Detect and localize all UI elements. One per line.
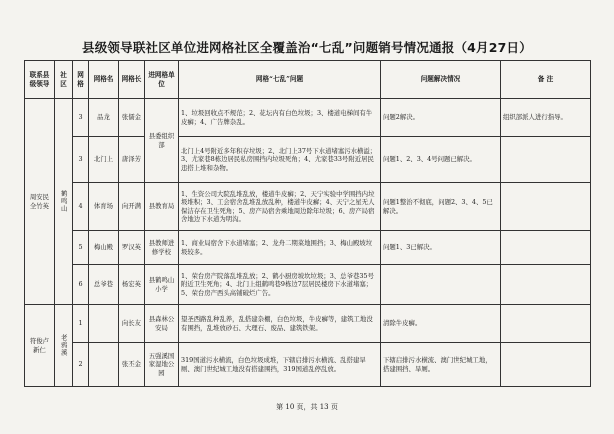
grid-no: 4 — [73, 183, 89, 231]
grid-chief: 罗汉英 — [119, 231, 145, 265]
problem-cell: 1、商业局宿舍下水道堵塞；2、龙舟二期菜地围挡；3、梅山殿坡垃圾较多。 — [179, 231, 381, 265]
community-cell: 老鸦溪 — [55, 305, 73, 387]
unit-cell: 县教育局 — [145, 183, 179, 231]
community-cell: 鹤鸣山 — [55, 99, 73, 305]
solution-cell: 问题1、2、3、4号问题已解决。 — [381, 137, 501, 183]
grid-no: 2 — [73, 343, 89, 387]
unit-cell: 县鹤鸣山小学 — [145, 265, 179, 305]
table-row — [25, 265, 591, 305]
grid-no: 3 — [73, 137, 89, 183]
remark-cell — [501, 231, 591, 265]
header-grid: 网格 — [73, 61, 89, 99]
header-grid-chief: 网格长 — [119, 61, 145, 99]
header-community: 社区 — [55, 61, 73, 99]
table-row — [25, 183, 591, 231]
problem-cell: 1、生资公司大院乱堆乱放，楼道牛皮癣；2、天宁实验中学围挡内垃圾堆积；3、工会宿舍乱堆乱放乱种，楼道牛皮癣；4、天宁之星无人保洁存在卫生死角；5、房产局宿舍乘地周边除年垃圾；6、房产局宿舍地边下水道为明沟。 — [179, 183, 381, 231]
grid-name: 总爷巷 — [89, 265, 119, 305]
solution-cell: 问题1整治不彻底，问题2、3、4、5已解决。 — [381, 183, 501, 231]
solution-cell — [381, 265, 501, 305]
problem-cell: 望圣西路乱种乱养，乱搭建杂棚，白色垃圾，牛皮癣等，建筑工地没有围挡，乱堆放砂石、大理石、废品、建筑铁架。 — [179, 305, 381, 343]
table-header-row — [25, 61, 591, 99]
table-row — [25, 305, 591, 343]
grid-chief: 杨宏英 — [119, 265, 145, 305]
remark-cell — [501, 343, 591, 387]
unit-cell: 五强溪国家湿地公园 — [145, 343, 179, 387]
solution-cell: 问题1、3已解决。 — [381, 231, 501, 265]
grid-name: 北门上 — [89, 137, 119, 183]
problem-cell: 北门上4号附近多年积存垃圾；2、北门上37号下水道堵塞污水横溢；3、尤家巷8栋边居民私房围挡内垃圾死角；4、尤家巷33号附近居民违搭上堆和杂物。 — [179, 137, 381, 183]
report-title: 县级领导联社区单位进网格社区全覆盖治“七乱”问题销号情况通报（4月27日） — [82, 40, 532, 55]
unit-cell: 县森林公安局 — [145, 305, 179, 343]
unit-cell: 县教师进修学校 — [145, 231, 179, 265]
grid-chief: 向长友 — [119, 305, 145, 343]
grid-no: 5 — [73, 231, 89, 265]
grid-chief: 张儒金 — [119, 99, 145, 137]
table-row — [25, 231, 591, 265]
grid-no: 6 — [73, 265, 89, 305]
grid-chief: 向开满 — [119, 183, 145, 231]
header-remark: 备 注 — [501, 61, 591, 99]
grid-chief: 唐泽芳 — [119, 137, 145, 183]
remark-cell — [501, 183, 591, 231]
header-grid-name: 网格名 — [89, 61, 119, 99]
header-leader: 联系县级领导 — [25, 61, 55, 99]
leader-cell: 周安民全竹英 — [25, 99, 55, 305]
header-unit: 进网格单位 — [145, 61, 179, 99]
grid-name: 体育场 — [89, 183, 119, 231]
remark-cell — [501, 137, 591, 183]
unit-cell: 县委组织部 — [145, 99, 179, 183]
remark-cell — [501, 305, 591, 343]
problem-cell: 319国道污水横流，白色垃圾成堆，下辖启排污水横流、乱搭建旱厕、澳门世纪城工地没有搭建围挡，319国道乱停乱放。 — [179, 343, 381, 387]
page-footer: 第 10 页，共 13 页 — [276, 403, 338, 411]
problem-cell: 1、垃圾回收点不规范；2、花坛内有白色垃圾；3、楼道电梯间有牛皮癣；4、广告牌杂乱。 — [179, 99, 381, 137]
table-row — [25, 137, 591, 183]
grid-no: 1 — [73, 305, 89, 343]
problem-cell: 1、荣台房产院落乱堆乱放；2、鹤小厨房坡坎垃圾；3、总爷巷35号附近卫生死角；4、北门上组鹤鸣巷9栋边7层居民楼房下水道堵塞；5、荣台房产西头高铺破烂广告。 — [179, 265, 381, 305]
grid-name: 梅山殿 — [89, 231, 119, 265]
grid-name: 品龙 — [89, 99, 119, 137]
grid-no: 3 — [73, 99, 89, 137]
table-row — [25, 343, 591, 387]
remark-cell: 组织部派人进行指导。 — [501, 99, 591, 137]
report-table — [24, 60, 591, 387]
solution-cell: 清除牛皮癣。 — [381, 305, 501, 343]
header-solution: 问题解决情况 — [381, 61, 501, 99]
grid-name — [89, 305, 119, 343]
grid-name — [89, 343, 119, 387]
remark-cell — [501, 265, 591, 305]
solution-cell: 下辖启排污水横流、澳门世纪城工地，搭建围挡、旱厕。 — [381, 343, 501, 387]
header-problems: 网格“七乱”问题 — [179, 61, 381, 99]
solution-cell: 问题2解决。 — [381, 99, 501, 137]
grid-chief: 张丕金 — [119, 343, 145, 387]
table-row — [25, 99, 591, 137]
leader-cell: 符俊卢新仁 — [25, 305, 55, 387]
